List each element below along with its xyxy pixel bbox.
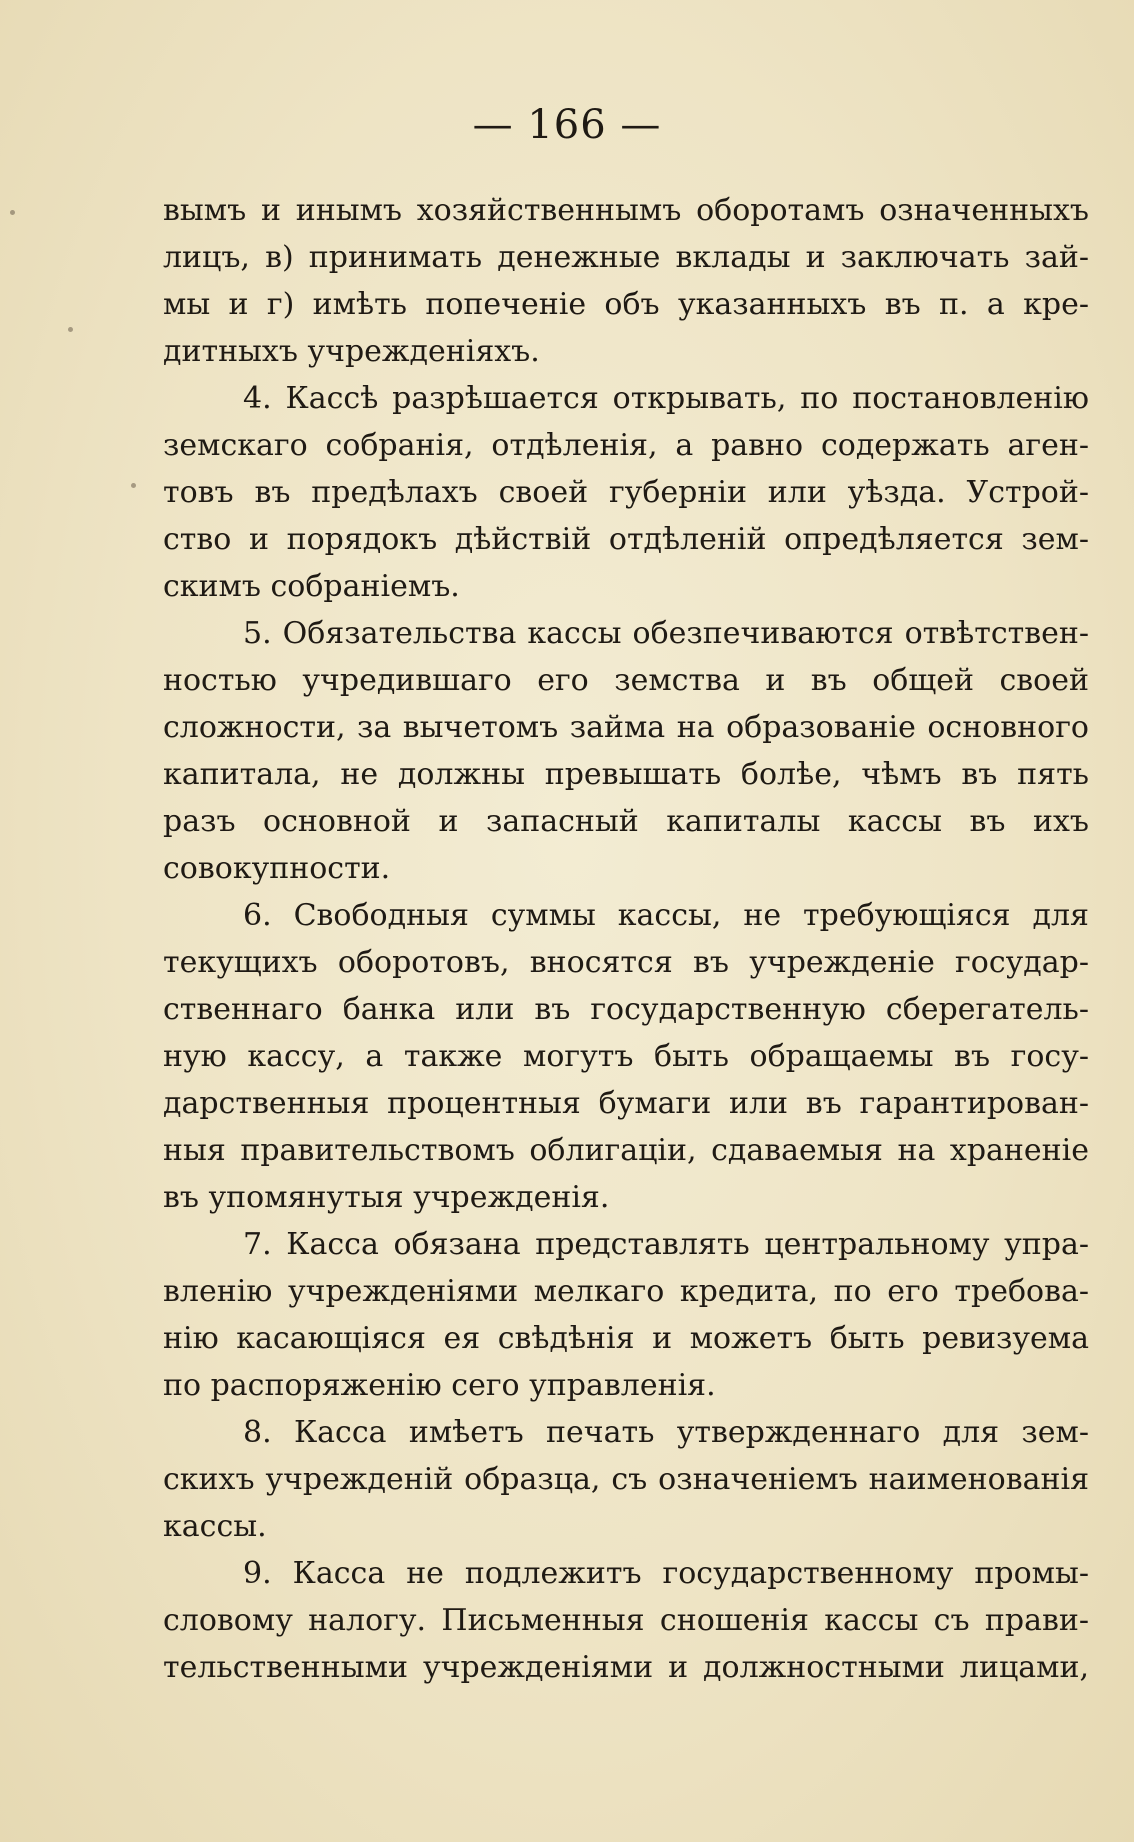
text-line: въ упомянутыя учрежденія. [163,1180,610,1215]
body-text [163,187,1089,1691]
text-line: 5. Обязательства кассы обезпечиваются отвѣтствен- [243,616,1089,651]
text-line: капитала, не должны превышать болѣе, чѣмъ въ пять [163,757,1089,792]
text-line: тельственными учрежденіями и должностными лицами, [163,1650,1089,1685]
text-line: текущихъ оборотовъ, вносятся въ учрежденіе государ- [163,945,1089,980]
text-line: разъ основной и запасный капиталы кассы въ ихъ [163,804,1089,839]
text-line: земскаго собранія, отдѣленія, а равно содержать аген- [163,428,1089,463]
text-line: ную кассу, а также могутъ быть обращаемы въ госу- [163,1039,1089,1074]
text-line: дитныхъ учрежденіяхъ. [163,334,540,369]
paper-speck [131,483,136,488]
text-line: кассы. [163,1509,267,1544]
text-line: ностью учредившаго его земства и въ общей своей [163,663,1089,698]
text-line: товъ въ предѣлахъ своей губерніи или уѣзда. Устрой- [163,475,1089,510]
text-line: словому налогу. Письменныя сношенія кассы съ прави- [163,1603,1089,1638]
text-line: 9. Касса не подлежитъ государственному промы- [243,1556,1089,1591]
text-line: скимъ собраніемъ. [163,569,460,604]
text-line: 8. Касса имѣетъ печать утвержденнаго для зем- [243,1415,1089,1450]
page-number: — 166 — [472,102,662,148]
text-line: ство и порядокъ дѣйствій отдѣленій опредѣляется зем- [163,522,1089,557]
text-line: вымъ и инымъ хозяйственнымъ оборотамъ означенныхъ [163,193,1089,228]
text-line: ныя правительствомъ облигаціи, сдаваемыя на храненіе [163,1133,1089,1168]
text-line: ственнаго банка или въ государственную сберегатель- [163,992,1089,1027]
text-line: лицъ, в) принимать денежные вклады и заключать зай- [163,240,1089,275]
paper-speck [68,327,73,332]
text-line: вленію учрежденіями мелкаго кредита, по его требова- [163,1274,1089,1309]
text-line: 6. Свободныя суммы кассы, не требующіяся для [243,898,1089,933]
text-line: совокупности. [163,851,391,886]
text-line: сложности, за вычетомъ займа на образованіе основного [163,710,1089,745]
text-line: 7. Касса обязана представлять центральному упра- [243,1227,1089,1262]
text-line: нію касающіяся ея свѣдѣнія и можетъ быть ревизуема [163,1321,1089,1356]
text-line: мы и г) имѣть попеченіе объ указанныхъ въ п. а кре- [163,287,1089,322]
paper-speck [10,210,15,215]
text-line: 4. Кассѣ разрѣшается открывать, по постановленію [243,381,1089,416]
text-line: скихъ учрежденій образца, съ означеніемъ наименованія [163,1462,1089,1497]
text-line: по распоряженію сего управленія. [163,1368,716,1403]
text-line: дарственныя процентныя бумаги или въ гарантирован- [163,1086,1089,1121]
